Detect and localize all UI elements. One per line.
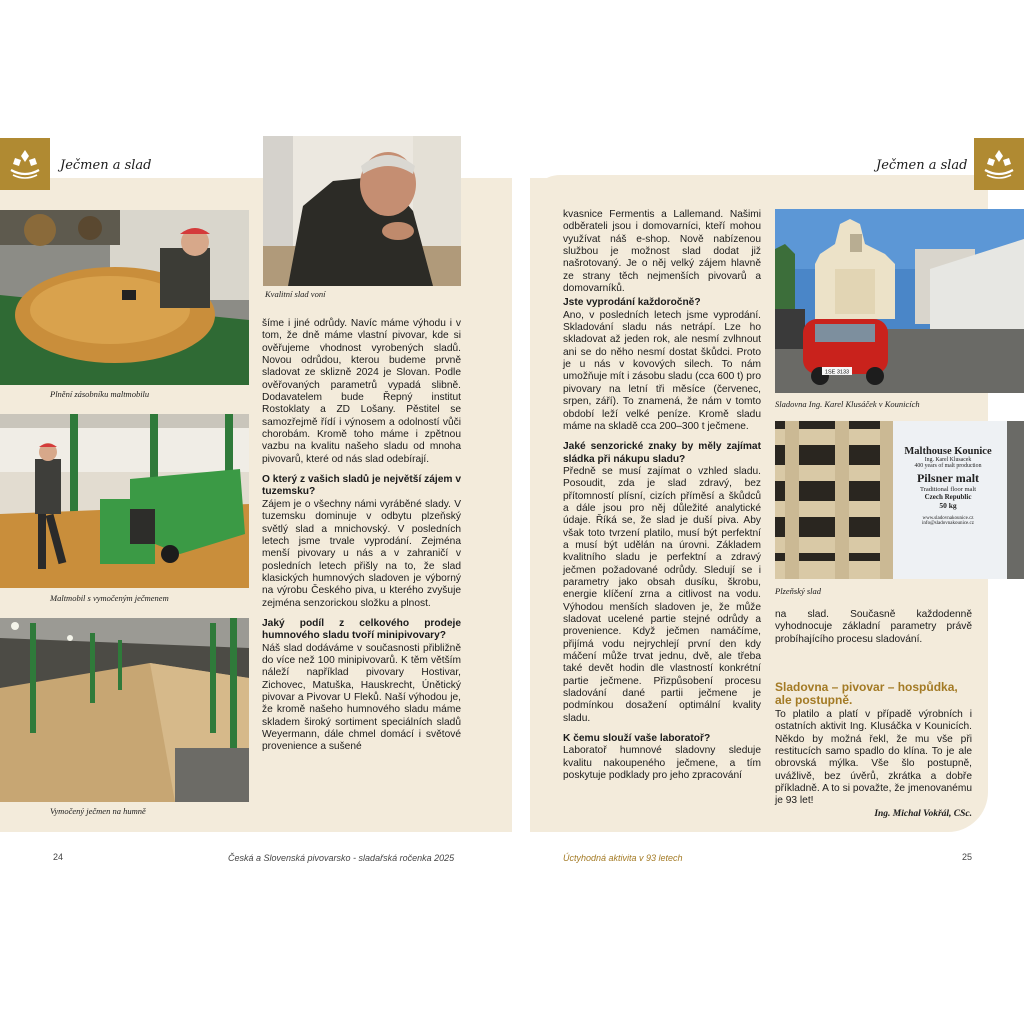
answer-sold-out: Ano, v posledních letech jsme vyprodání. Skladování sladu nás netrápí. Lze ho skladovat až jeden rok, ale nesmí zvlhnout ani se do něho nesmí dostat škůdci. Proto je u nás v kovových silech. To nám umožňuje mít i zásobu sladu (cca 600 t) pro pivovary na letní tři měsíce (červenec, srpen, září). To znamená, že nám v tomto období leží velké peníze. Kromě sladu máme na skladě cca 200–300 t ječmene. bbox=[563, 309, 761, 432]
caption-floor: Vymočený ječmen na humně bbox=[50, 806, 146, 816]
question-sold-out: Jste vyprodání každoročně? bbox=[563, 297, 701, 309]
sack-email: info@sladovnakounice.cz bbox=[922, 521, 974, 526]
box-text: To platilo a platí v případě výrobních i ostatních aktivit Ing. Klusáčka v Kounicích. Někdo by možná řekl, že mu vše při restitucích samo spadlo do klína. To je ale obrovská mýlka. Vše šlo postupně, uvážlivě, bez úvěrů, zkrátka a dobře příkladně. A to si považte, že jmenovanému je 93 let! bbox=[775, 709, 972, 807]
photo-malthouse-building bbox=[775, 209, 1024, 393]
caption-maltmobil: Maltmobil s vymočeným ječmenem bbox=[50, 593, 169, 603]
footer-title-left: Česká a Slovenská pivovarsko - sladařská ročenka 2025 bbox=[228, 853, 455, 863]
right-column-continuation bbox=[775, 609, 972, 646]
right-text-column bbox=[563, 209, 761, 782]
answer-laboratory: Laboratoř humnové sladovny sleduje kvalitu nakoupeného ječmene, a tím poskytuje podklady pro jeho zpracování bbox=[563, 745, 761, 782]
paragraph-yeast: kvasnice Fermentis a Lallemand. Našimi odběrateli jsou i domovarníci, kteří mohou využívat náš e-shop. Nově nabízenou službou je možnost slad dodat již našrotovaný. Je o něj velký zájem hlavně ze strany těch nejmenších pivovarů a domovarníků. bbox=[563, 209, 761, 295]
sidebar-box bbox=[775, 681, 972, 819]
sack-process: Traditional floor malt bbox=[919, 486, 977, 493]
question-minibrewery-share: Jaký podíl z celkového prodeje humnového sladu tvoří minipivovary? bbox=[262, 617, 461, 642]
caption-hopper: Plnění zásobníku maltmobilu bbox=[50, 389, 150, 399]
photo-hopper bbox=[0, 210, 249, 385]
paragraph-lab-continued: na slad. Současně každodenně vyhodnocuje základní parametry právě probíhajícího procesu sladování. bbox=[775, 609, 972, 645]
question-most-demanded: O který z vašich sladů je největší zájem v tuzemsku? bbox=[262, 474, 461, 498]
photo-smelling-malt bbox=[263, 136, 461, 286]
caption-malthouse-building: Sladovna Ing. Karel Klusáček v Kounicích bbox=[775, 399, 920, 409]
question-sensory: Jaké senzorické znaky by měly zajímat sládka při nákupu sladu? bbox=[563, 441, 761, 465]
malt-logo-icon bbox=[981, 146, 1017, 182]
photo-maltmobil bbox=[0, 414, 249, 588]
page-number-left: 24 bbox=[53, 852, 64, 862]
license-plate: 1SE 3133 bbox=[824, 369, 850, 376]
caption-smelling-malt: Kvalitní slad voní bbox=[265, 289, 326, 299]
caption-pilsner-sack: Plzeňský slad bbox=[775, 586, 822, 596]
section-badge-right bbox=[974, 138, 1024, 190]
page-number-right: 25 bbox=[962, 852, 973, 862]
section-label-right: Ječmen a slad bbox=[876, 158, 968, 173]
paragraph-varieties: šíme i jiné odrůdy. Navíc máme výhodu i v tom, že dně máme vlastní pivovar, kde si ověřujeme vhodnost vyrobených sladů. Novou odrůdou, kterou budeme prvně sladovat ze sklizně 2024 je Slovan. Podle ověřovaných parametrů vypadá slibně. Dodavatelem bude Řepný institut Rostoklaty a ZD Lošany. Pěstitel se samozřejmě řídí i výnosem a odolností vůči chorobám. Kromě toho máme i zpětnou vazbu na kvalitu našeho sladu od mnoha pivovarů, které od nás slad odebírají. bbox=[262, 318, 461, 465]
answer-minibrewery-share: Náš slad dodáváme v současnosti přibližně do více než 100 minipivovarů. K těm větším náleží například pivovary Hostivar, Zichovec, Matuška, Hauskrecht, Únětický pivovar a Pivovar U Fleků. Naší výhodou je, že kromě našeho humnového sladu máme skladem široký sortiment speciálních sladů Weyermann, dále chmel domácí i světové provenience a sušené bbox=[262, 642, 461, 753]
section-badge-left bbox=[0, 138, 50, 190]
section-label-left: Ječmen a slad bbox=[60, 158, 152, 173]
sack-weight: 50 kg bbox=[939, 501, 957, 510]
question-laboratory: K čemu slouží vaše laboratoř? bbox=[563, 733, 711, 745]
sack-brand: Malthouse Kounice bbox=[904, 446, 992, 457]
sack-label bbox=[893, 446, 1003, 526]
left-text-column bbox=[262, 318, 461, 754]
answer-sensory: Předně se musí zajímat o vzhled sladu. Posoudit, zda je slad zdravý, bez přítomností plísní, cizích příměsí a škůdců a dále jsou pro něj důležité analytické údaje. Říká se, že slad je duší piva. Aby však toto tvrzení platilo, musí být perfektní a musí být udělán na úrovni. Základem kvalitního sladu je perfektní a zdravý ječmen požadované odrůdy. Sledují se i parametry jako obsah dusíku, škrobu, energie klíčení zrna a citlivost na vodu. Výhodou menších sladoven je, že může sladovat ucelené partie stejné odrůdy a provenience. Když ječmen namáčíme, přijímá vodu nejrychlejí první den kdy máčení může trvat jednu, dvě, ale třeba také devět hodin dle vlastností konkrétní partie ječmene. Přizpůsobení procesu sladování dané partii ječmene je podmínkou dosažení optimální kvality sladu. bbox=[563, 465, 761, 724]
answer-most-demanded: Zájem je o všechny námi vyráběné slady. V tuzemsku dominuje v odbytu plzeňský světlý slad a mnichovský. V posledních letech jsme trvale vyprodání. Zejména menší pivovary u nás a v zahraničí v posledních letech přišly na to, že slad klasických humnových sladoven je výborný na výrobu Českého piva, u kterého zvyšuje zejména senzorickou složku a plnost. bbox=[262, 498, 461, 609]
sack-product: Pilsner malt bbox=[916, 471, 980, 485]
sack-country: Czech Republic bbox=[924, 493, 972, 501]
sack-owner: Ing. Karel Klusacek bbox=[924, 457, 972, 463]
sack-years: 400 years of malt production bbox=[914, 463, 982, 469]
box-heading: Sladovna – pivovar – hospůdka, ale postupně. bbox=[775, 680, 958, 707]
sack-web: www.sladovnakounice.cz bbox=[922, 516, 974, 521]
malt-logo-icon bbox=[7, 146, 43, 182]
footer-title-right: Úctyhodná aktivita v 93 letech bbox=[563, 853, 683, 863]
box-author: Ing. Michal Vokřál, CSc. bbox=[874, 808, 972, 819]
photo-floor bbox=[0, 618, 249, 802]
